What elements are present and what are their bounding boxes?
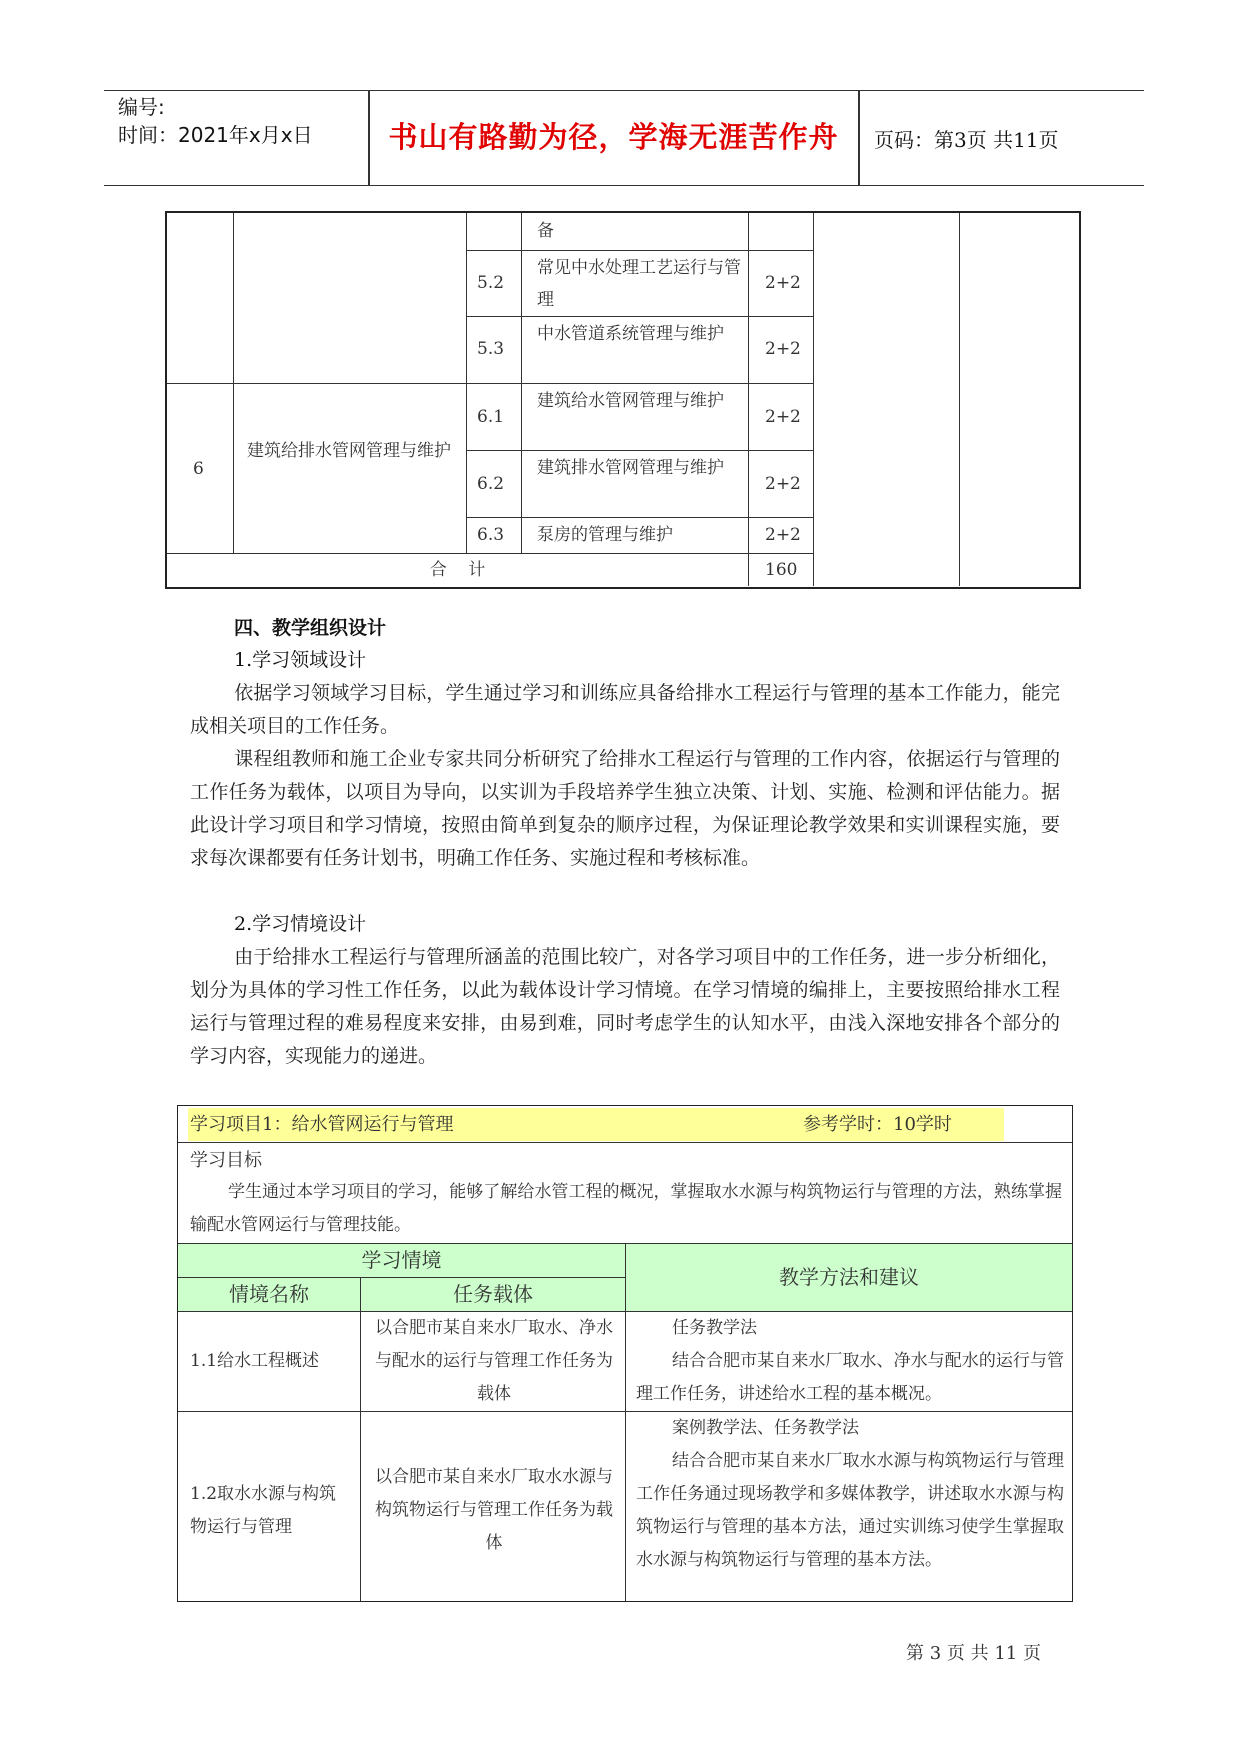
table-cell-hours: 2+2: [765, 525, 801, 545]
table-line: [466, 517, 814, 518]
table-cell-task: 备: [537, 221, 554, 241]
name-header: 情境名称: [229, 1282, 309, 1306]
method-header: 教学方法和建议: [779, 1265, 919, 1289]
table-cell-task: 建筑给水管网管理与维护: [537, 391, 724, 411]
paragraph: 依据学习领域学习目标，学生通过学习和训练应具备给排水工程运行与管理的基本工作能力，能完成相关项目的工作任务。: [190, 682, 1060, 737]
header-left: [118, 93, 368, 149]
header-motto: 书山有路勤为径，学海无涯苦作舟: [388, 120, 839, 154]
method-cell: [636, 1412, 1064, 1577]
header-divider: [858, 91, 860, 185]
table-line: [466, 316, 814, 317]
table-cell-sub: 5.3: [477, 339, 505, 359]
table-cell-sub: 5.2: [477, 273, 505, 293]
learning-project-table: [177, 1105, 1073, 1602]
table-cell-sub: 6.1: [477, 407, 505, 427]
method-cell: [636, 1312, 1064, 1411]
table-cell-task: 常见中水处理工艺运行与管理: [537, 258, 741, 310]
goal-label: 学习目标: [190, 1150, 262, 1171]
table-cell-hours: 2+2: [765, 273, 801, 293]
method-title: 案例教学法、任务教学法: [672, 1418, 859, 1438]
table-line: [466, 250, 814, 251]
page-label: 页码：第3页 共11页: [874, 128, 1059, 152]
table-cell-task: 中水管道系统管理与维护: [537, 324, 724, 344]
method-text: 结合合肥市某自来水厂取水水源与构筑物运行与管理工作任务通过现场教学和多媒体教学，讲述取水水源与构筑物运行与管理的基本方法，通过实训练习使学生掌握取水水源与构筑物运行与管理的基本方法。: [636, 1451, 1064, 1570]
total-label: 合 计: [429, 560, 486, 580]
carrier-header: 任务载体: [453, 1282, 533, 1306]
task-carrier: 以合肥市某自来水厂取水、净水与配水的运行与管理工作任务为载体: [375, 1318, 613, 1404]
situation-header: 学习情境: [361, 1248, 442, 1272]
table-cell-hours: 2+2: [765, 407, 801, 427]
table-cell-hours: 2+2: [765, 339, 801, 359]
table-cell-sub: 6.2: [477, 474, 505, 494]
project-title: 学习项目1：给水管网运行与管理: [190, 1114, 454, 1135]
paragraph: 课程组教师和施工企业专家共同分析研究了给排水工程运行与管理的工作内容，依据运行与管理的工作任务为载体，以项目为导向，以实训为手段培养学生独立决策、计划、实施、检测和评估能力。据此设计学习项目和学习情境，按照由简单到复杂的顺序过程，为保证理论教学效果和实训课程实施，要求每次课都要有任务计划书，明确工作任务、实施过程和考核标准。: [190, 748, 1060, 869]
table-line: [360, 1277, 361, 1601]
time-label: 时间：2021年x月x日: [118, 123, 313, 147]
table-line: [466, 450, 814, 451]
table-line: [813, 213, 814, 586]
table-cell-hours: 2+2: [765, 474, 801, 494]
total-value: 160: [765, 560, 798, 580]
method-title: 任务教学法: [672, 1318, 757, 1338]
table-line: [167, 383, 814, 384]
subsection-title: 2.学习情境设计: [234, 913, 367, 935]
table-line: [959, 213, 960, 586]
project-number: 6: [193, 459, 204, 479]
subsection-title: 1.学习领域设计: [234, 649, 367, 671]
method-text: 结合合肥市某自来水厂取水、净水与配水的运行与管理工作任务，讲述给水工程的基本概况。: [636, 1351, 1064, 1404]
table-cell-task: 建筑排水管网管理与维护: [537, 458, 724, 478]
paragraph: 由于给排水工程运行与管理所涵盖的范围比较广，对各学习项目中的工作任务，进一步分析细化，划分为具体的学习性工作任务，以此为载体设计学习情境。在学习情境的编排上，主要按照给排水工程运行与管理过程的难易程度来安排，由易到难，同时考虑学生的认知水平，由浅入深地安排各个部分的学习内容，实现能力的递进。: [190, 946, 1060, 1067]
table-line: [625, 1244, 626, 1601]
page-footer: 第 3 页 共 11 页: [906, 1643, 1041, 1664]
project-name: 建筑给排水管网管理与维护: [247, 441, 451, 461]
situation-name: 1.1给水工程概述: [190, 1351, 320, 1371]
table-line: [748, 213, 749, 586]
goal-text: 学生通过本学习项目的学习，能够了解给水管工程的概况，掌握取水水源与构筑物运行与管理的方法，熟练掌握输配水管网运行与管理技能。: [190, 1182, 1062, 1235]
section-title: 四、教学组织设计: [234, 617, 387, 639]
reference-hours: 参考学时：10学时: [803, 1114, 952, 1135]
table-line: [178, 1142, 1072, 1143]
situation-name: 1.2取水水源与构筑物运行与管理: [190, 1484, 337, 1537]
page-header: [104, 90, 1144, 186]
table-cell-sub: 6.3: [477, 525, 505, 545]
table-cell-task: 泵房的管理与维护: [537, 525, 673, 545]
number-label: 编号:: [118, 95, 165, 119]
task-carrier: 以合肥市某自来水厂取水水源与构筑物运行与管理工作任务为载体: [375, 1467, 613, 1553]
course-hours-table: [165, 211, 1081, 589]
